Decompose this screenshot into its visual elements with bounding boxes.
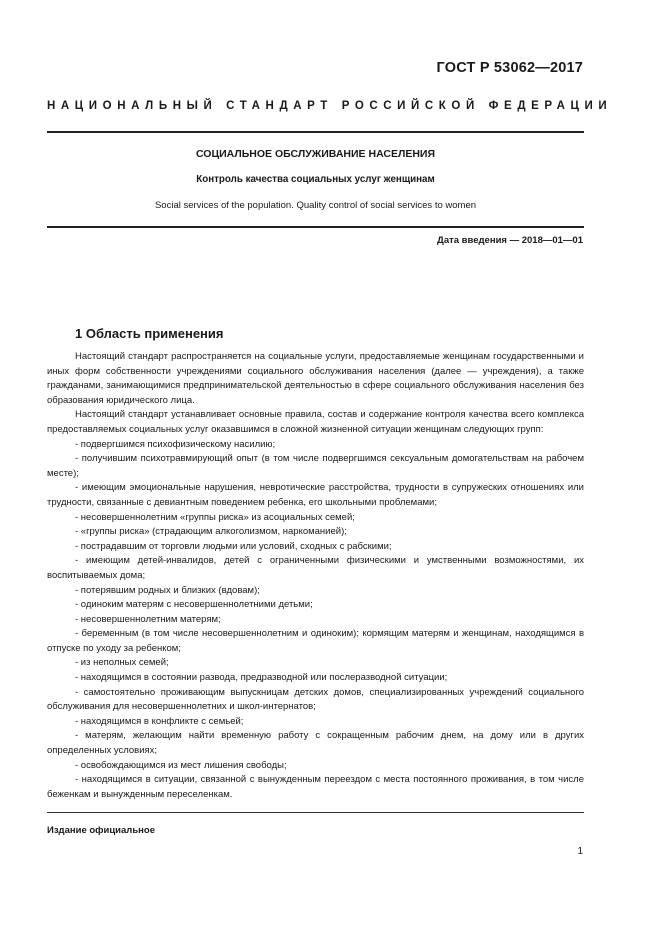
list-item: - самостоятельно проживающим выпускницам детских домов, специализированных учреждений социального обслуживания для несовершеннолетних и школ-интернатов; bbox=[47, 686, 584, 713]
list-item: - освобождающимся из мест лишения свободы; bbox=[75, 759, 287, 771]
official-edition-label: Издание официальное bbox=[47, 825, 155, 836]
list-item: - находящимся в конфликте с семьей; bbox=[75, 715, 244, 727]
footer-rule bbox=[47, 812, 584, 813]
national-standard-heading: НАЦИОНАЛЬНЫЙ СТАНДАРТ РОССИЙСКОЙ ФЕДЕРАЦИИ bbox=[47, 100, 613, 112]
standard-title: СОЦИАЛЬНОЕ ОБСЛУЖИВАНИЕ НАСЕЛЕНИЯ bbox=[195, 148, 436, 160]
list-item: - несовершеннолетним «группы риска» из асоциальных семей; bbox=[75, 511, 355, 523]
section-body bbox=[47, 350, 584, 802]
list-item: - беременным (в том числе несовершеннолетним и одиноким); кормящим матерям и женщинам, находящимся в отпуске по уходу за ребенком; bbox=[47, 628, 584, 654]
standard-subtitle: Контроль качества социальных услуг женщинам bbox=[196, 174, 435, 185]
header-rule bbox=[47, 131, 584, 133]
list-item: - находящимся в состоянии развода, предразводной или послеразводной ситуации; bbox=[75, 672, 448, 684]
introduction-date: Дата введения — 2018—01—01 bbox=[437, 235, 583, 246]
list-item: - одиноким матерям с несовершеннолетними детьми; bbox=[75, 599, 313, 611]
list-item: - получившим психотравмирующий опыт (в том числе подвергшимся сексуальным домогательствам на рабочем месте); bbox=[47, 453, 584, 479]
list-item: - потерявшим родных и близких (вдовам); bbox=[75, 584, 260, 596]
title-rule bbox=[47, 226, 584, 228]
list-item: - имеющим эмоциональные нарушения, невротические расстройства, трудности в супружеских отношениях или трудности, связанные с девиантным поведением ребенка, его школьными проблемами; bbox=[47, 482, 584, 508]
standard-title-english: Social services of the population. Quality control of social services to women bbox=[154, 200, 477, 211]
standard-code: ГОСТ Р 53062—2017 bbox=[436, 60, 583, 76]
list-item: - находящимся в ситуации, связанной с вынужденным переездом с места постоянного проживания, в том числе беженкам и вынужденным переселенкам. bbox=[47, 774, 584, 800]
section-title: 1 Область применения bbox=[75, 326, 224, 341]
page-number: 1 bbox=[577, 846, 583, 857]
list-item: - из неполных семей; bbox=[75, 657, 169, 669]
paragraph: Настоящий стандарт устанавливает основные правила, состав и содержание контроля качества всего комплекса предоставляемых социальных услуг оказавшимся в сложной жизненной ситуации женщинам следующих групп: bbox=[47, 409, 584, 435]
list-item: - имеющим детей-инвалидов, детей с ограниченными физическими и умственными возможностями, их воспитываемых дома; bbox=[47, 555, 584, 581]
list-item: - пострадавшим от торговли людьми или условий, сходных с рабскими; bbox=[75, 540, 392, 552]
list-item: - «группы риска» (страдающим алкоголизмом, наркоманией); bbox=[75, 526, 347, 538]
list-item: - несовершеннолетним матерям; bbox=[75, 613, 221, 625]
list-item: - подвергшимся психофизическому насилию; bbox=[75, 438, 276, 450]
list-item: - матерям, желающим найти временную работу с сокращенным рабочим днем, на дому или в других определенных условиях; bbox=[47, 730, 584, 757]
paragraph: Настоящий стандарт распространяется на социальные услуги, предоставляемые женщинам государственными и иных форм собственности учреждениями социального обслуживания населения (далее — учреждения), а также гражданами, занимающимися предпринимательской деятельностью в сфере социального обслуживания населения без образования юридического лица. bbox=[47, 351, 584, 406]
